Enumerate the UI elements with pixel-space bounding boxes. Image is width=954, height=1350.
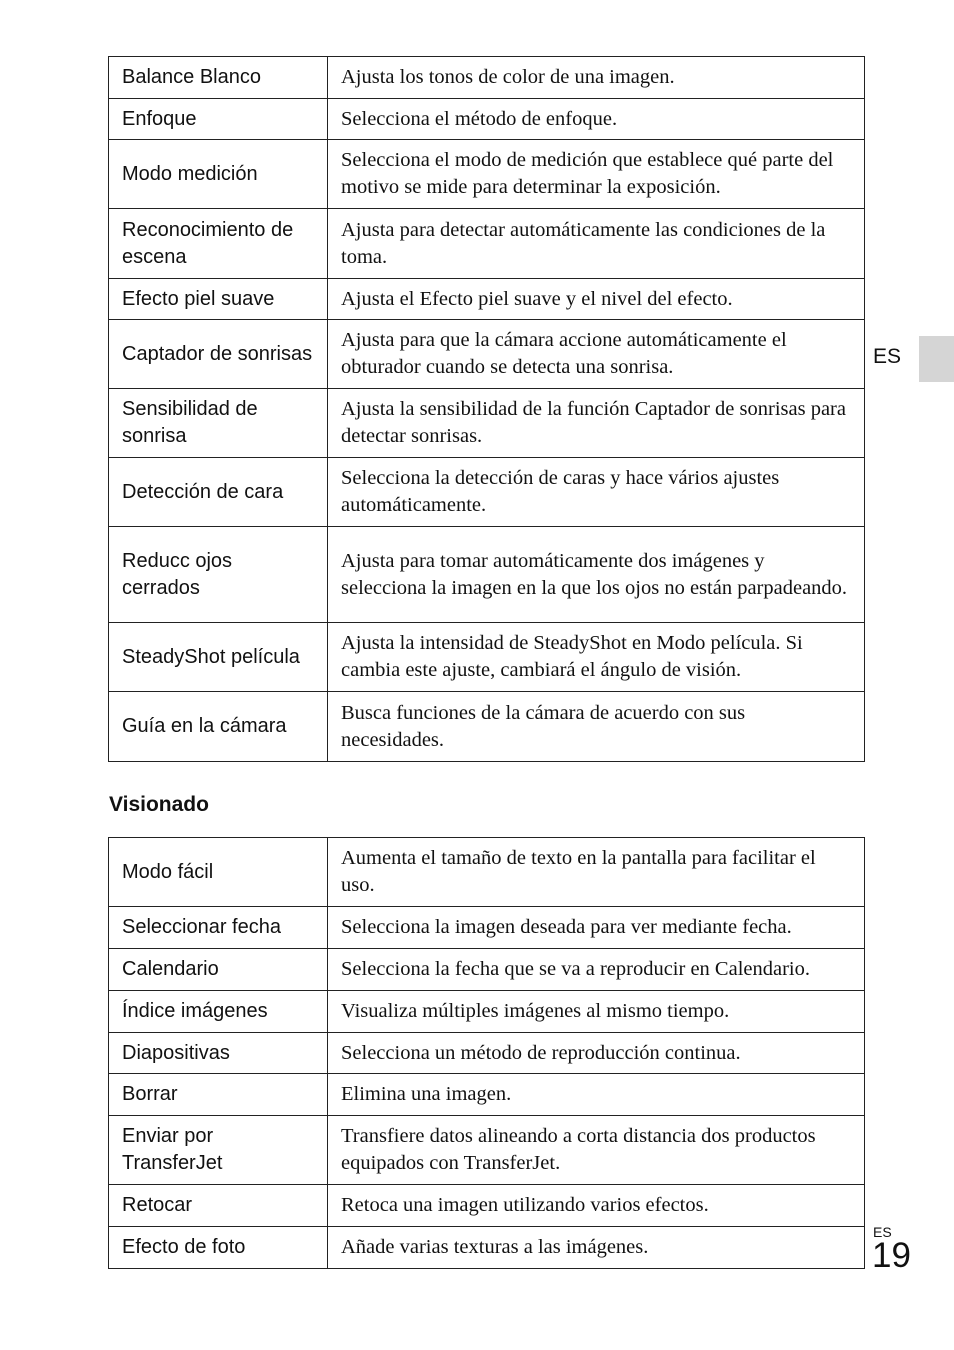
setting-name: Borrar: [109, 1074, 328, 1116]
setting-name: Efecto de foto: [109, 1227, 328, 1269]
table-row: [109, 692, 865, 762]
setting-description: Busca funciones de la cámara de acuerdo con sus necesidades.: [328, 692, 865, 762]
table-row: [109, 623, 865, 692]
setting-description: Transfiere datos alineando a corta distancia dos productos equipados con TransferJet.: [328, 1116, 865, 1185]
setting-name: Modo fácil: [109, 838, 328, 907]
table-row: [109, 1116, 865, 1185]
setting-name: Balance Blanco: [109, 57, 328, 99]
setting-description: Ajusta la intensidad de SteadyShot en Modo película. Si cambia este ajuste, cambiará el ángulo de visión.: [328, 623, 865, 692]
page-number: 19: [872, 1236, 911, 1275]
table-row: [109, 140, 865, 209]
setting-name: Detección de cara: [109, 458, 328, 527]
table-row: [109, 57, 865, 99]
setting-description: Selecciona el método de enfoque.: [328, 99, 865, 140]
viewing-table: [108, 837, 865, 1269]
setting-name: Índice imágenes: [109, 991, 328, 1033]
setting-name: Sensibilidad de sonrisa: [109, 389, 328, 458]
table-row: [109, 458, 865, 527]
setting-name: Calendario: [109, 949, 328, 991]
table-row: [109, 1074, 865, 1116]
table-row: [109, 1033, 865, 1074]
table-row: [109, 1185, 865, 1227]
setting-description: Aumenta el tamaño de texto en la pantalla para facilitar el uso.: [328, 838, 865, 907]
setting-description: Selecciona la detección de caras y hace vários ajustes automáticamente.: [328, 458, 865, 527]
section-heading: Visionado: [109, 793, 209, 816]
setting-description: Ajusta para tomar automáticamente dos imágenes y selecciona la imagen en la que los ojos no están parpadeando.: [328, 527, 865, 623]
setting-name: Seleccionar fecha: [109, 907, 328, 949]
setting-name: Reducc ojos cerrados: [109, 527, 328, 623]
setting-name: Efecto piel suave: [109, 279, 328, 320]
settings-table: [108, 56, 865, 762]
table-row: [109, 991, 865, 1033]
setting-description: Selecciona la fecha que se va a reproducir en Calendario.: [328, 949, 865, 991]
setting-description: Selecciona la imagen deseada para ver mediante fecha.: [328, 907, 865, 949]
table-row: [109, 949, 865, 991]
setting-name: SteadyShot película: [109, 623, 328, 692]
table-row: [109, 907, 865, 949]
setting-description: Ajusta el Efecto piel suave y el nivel del efecto.: [328, 279, 865, 320]
table-row: [109, 527, 865, 623]
table-row: [109, 279, 865, 320]
setting-description: Ajusta para que la cámara accione automáticamente el obturador cuando se detecta una sonrisa.: [328, 320, 865, 389]
setting-name: Reconocimiento de escena: [109, 209, 328, 279]
language-tab-label: ES: [873, 345, 902, 368]
setting-name: Diapositivas: [109, 1033, 328, 1074]
table-row: [109, 838, 865, 907]
table-row: [109, 209, 865, 279]
setting-description: Visualiza múltiples imágenes al mismo tiempo.: [328, 991, 865, 1033]
table-row: [109, 389, 865, 458]
setting-name: Enviar por TransferJet: [109, 1116, 328, 1185]
setting-description: Retoca una imagen utilizando varios efectos.: [328, 1185, 865, 1227]
setting-description: Ajusta la sensibilidad de la función Captador de sonrisas para detectar sonrisas.: [328, 389, 865, 458]
setting-name: Modo medición: [109, 140, 328, 209]
table-row: [109, 99, 865, 140]
setting-name: Retocar: [109, 1185, 328, 1227]
setting-description: Selecciona el modo de medición que establece qué parte del motivo se mide para determinar la exposición.: [328, 140, 865, 209]
setting-name: Guía en la cámara: [109, 692, 328, 762]
setting-description: Ajusta los tonos de color de una imagen.: [328, 57, 865, 99]
setting-description: Ajusta para detectar automáticamente las condiciones de la toma.: [328, 209, 865, 279]
language-side-tab: [919, 336, 954, 382]
setting-name: Enfoque: [109, 99, 328, 140]
setting-description: Añade varias texturas a las imágenes.: [328, 1227, 865, 1269]
setting-description: Elimina una imagen.: [328, 1074, 865, 1116]
table-row: [109, 1227, 865, 1269]
footer-language: ES: [873, 1224, 892, 1240]
table-row: [109, 320, 865, 389]
setting-name: Captador de sonrisas: [109, 320, 328, 389]
setting-description: Selecciona un método de reproducción continua.: [328, 1033, 865, 1074]
